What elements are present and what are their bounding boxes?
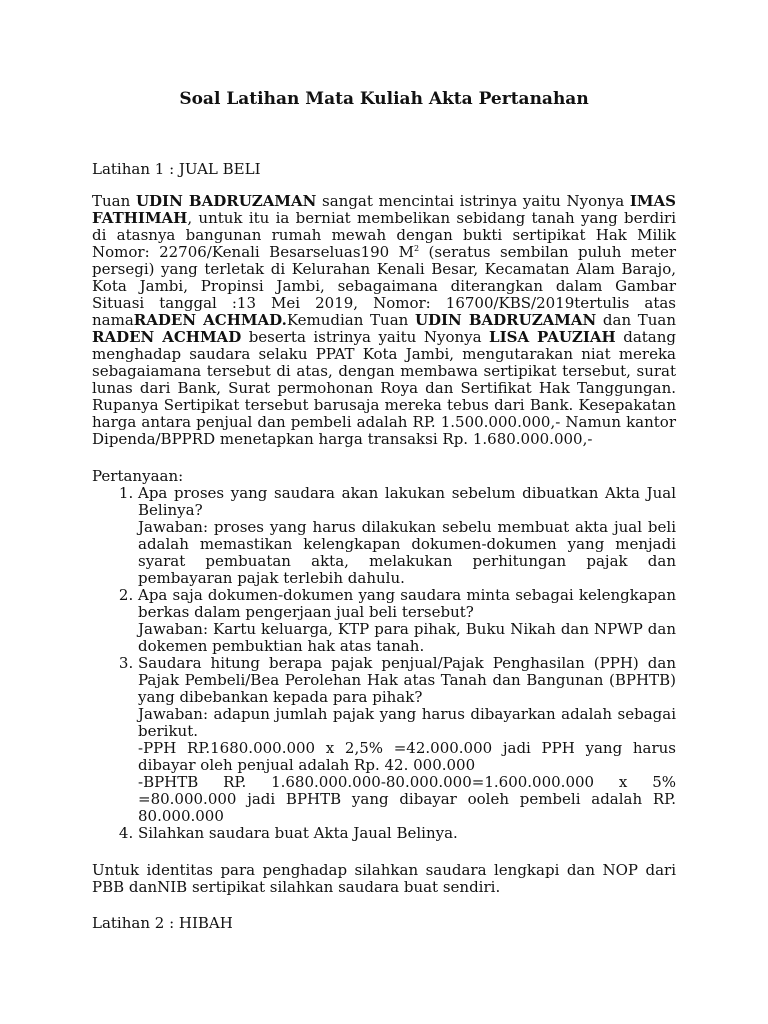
closing-paragraph: Untuk identitas para penghadap silahkan saudara lengkapi dan NOP dari PBB danNIB sertipikat silahkan saudara buat sendiri. bbox=[92, 861, 676, 896]
name-imas: IMAS FATHIMAH bbox=[92, 192, 676, 227]
answer-text: Jawaban: Kartu keluarga, KTP para pihak, Buku Nikah dan NPWP dan dokemen pembuktian hak atas tanah. bbox=[138, 620, 676, 655]
superscript-2: 2 bbox=[414, 244, 420, 253]
text-run: dan Tuan bbox=[596, 311, 677, 329]
text-run: (seratus sembilan puluh meter persegi) yang terletak di Kelurahan Kenali Besar, Kecamatan Alam Barajo, Kota Jambi, Propinsi Jambi, sebagaimana diterangkan dalam Gambar Situasi tanggal :13 Mei 2019, Nomor: 16700/KBS/2019tertulis atas nama bbox=[92, 243, 676, 329]
question-item bbox=[138, 485, 676, 587]
question-text: 3. Saudara hitung berapa pajak penjual/Pajak Penghasilan (PPH) dan Pajak Pembeli/Bea Perolehan Hak atas Tanah dan Bangunan (BPHTB) yang dibebankan kepada para pihak? bbox=[138, 654, 676, 706]
latihan1-case-paragraph bbox=[92, 193, 676, 448]
question-text: 1. Apa proses yang saudara akan lakukan sebelum dibuatkan Akta Jual Belinya? bbox=[138, 484, 676, 519]
answer-text: Jawaban: proses yang harus dilakukan sebelu membuat akta jual beli adalah memastikan kelengkapan dokumen-dokumen yang menjadi syarat pembuatan akta, melakukan perhitungan pajak dan pembayaran pajak terlebih dahulu. bbox=[138, 518, 676, 587]
document-title: Soal Latihan Mata Kuliah Akta Pertanahan bbox=[179, 89, 589, 109]
latihan2-heading: Latihan 2 : HIBAH bbox=[92, 914, 233, 932]
question-item bbox=[138, 825, 676, 842]
text-run: sangat mencintai istrinya yaitu Nyonya bbox=[316, 192, 630, 210]
name-udin: UDIN BADRUZAMAN bbox=[414, 311, 597, 329]
text-run: datang menghadap saudara selaku PPAT Kota Jambi, mengutarakan niat mereka sebagaiamana tersebut di atas, dengan membawa sertipikat tersebut, surat lunas dari Bank, Surat permohonan Roya dan Sertifikat Hak Tanggungan. Rupanya Sertipikat tersebut barusaja mereka tebus dari Bank. Kesepakatan harga antara penjual dan pembeli adalah RP. 1.500.000.000,- Namun kantor Dipenda/BPPRD menetapkan harga transaksi Rp. 1.680.000.000,- bbox=[92, 328, 676, 448]
text-run: beserta istrinya yaitu Nyonya bbox=[241, 328, 490, 346]
answer-bphtb: -BPHTB RP. 1.680.000.000-80.000.000=1.600.000.000 x 5% =80.000.000 jadi BPHTB yang dibayar ooleh pembeli adalah RP. 80.000.000 bbox=[138, 773, 676, 825]
question-item bbox=[138, 587, 676, 655]
question-item bbox=[138, 655, 676, 825]
answer-pph: -PPH RP.1680.000.000 x 2,5% =42.000.000 jadi PPH yang harus dibayar oleh penjual adalah Rp. 42. 000.000 bbox=[138, 739, 676, 774]
text-run: Kemudian Tuan bbox=[286, 311, 415, 329]
question-text: 2. Apa saja dokumen-dokumen yang saudara minta sebagai kelengkapan berkas dalam pengerjaan jual beli tersebut? bbox=[138, 586, 676, 621]
name-udin: UDIN BADRUZAMAN bbox=[135, 192, 317, 210]
text-run: Tuan bbox=[92, 192, 136, 210]
name-raden: RADEN ACHMAD bbox=[92, 328, 242, 346]
text-run: , untuk itu ia berniat membelikan sebidang tanah yang berdiri di atasnya bangunan rumah mewah dengan bukti sertipikat Hak Milik Nomor: 22706/Kenali Besarseluas190 M bbox=[92, 209, 676, 261]
answer-text: Jawaban: adapun jumlah pajak yang harus dibayarkan adalah sebagai berikut. bbox=[138, 705, 676, 740]
pertanyaan-label: Pertanyaan: bbox=[92, 467, 184, 485]
name-raden: RADEN ACHMAD. bbox=[133, 311, 287, 329]
question-list bbox=[92, 485, 676, 842]
latihan1-heading: Latihan 1 : JUAL BELI bbox=[92, 160, 261, 178]
question-text: 4. Silahkan saudara buat Akta Jaual Belinya. bbox=[138, 824, 458, 842]
name-lisa: LISA PAUZIAH bbox=[489, 328, 616, 346]
